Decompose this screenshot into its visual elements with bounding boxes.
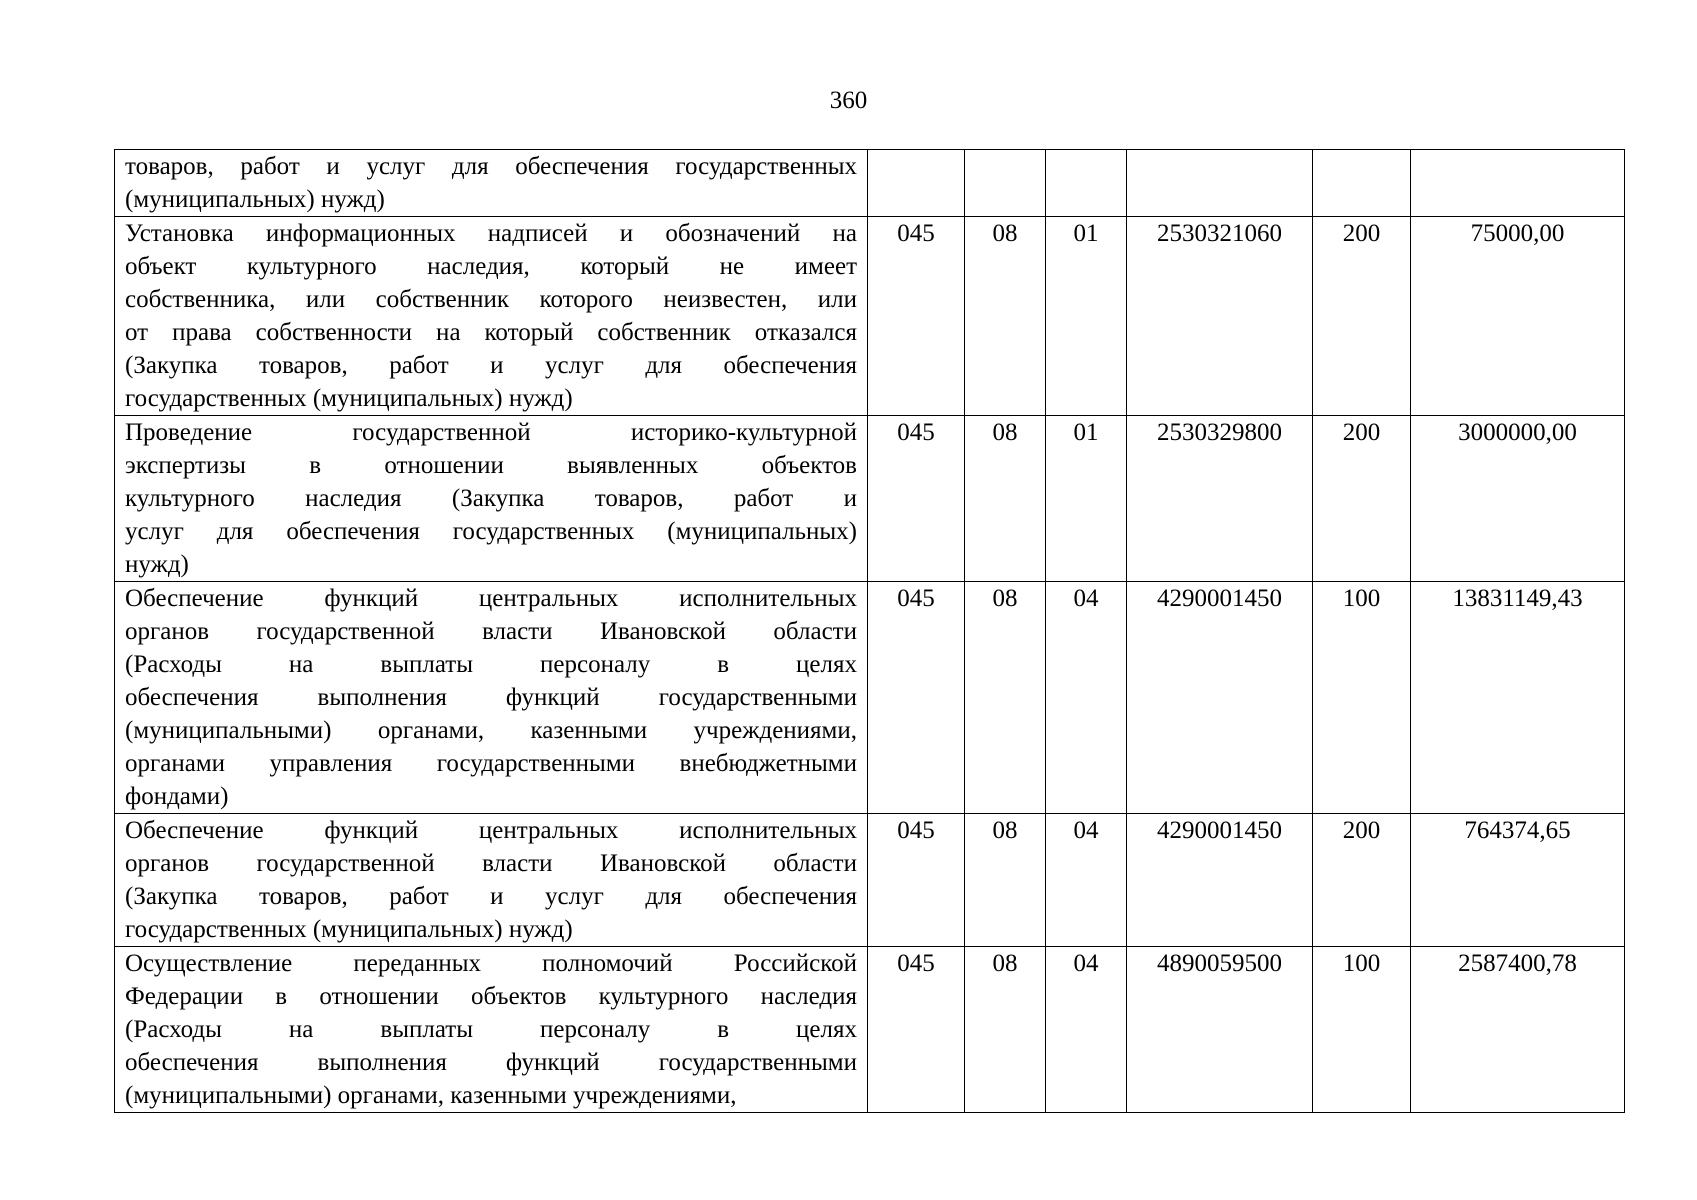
description-line: Обеспечение функций центральных исполнительных	[125, 817, 857, 844]
amount-cell: 3000000,00	[1411, 416, 1625, 582]
description-cell	[115, 814, 868, 947]
section-code-cell: 08	[965, 582, 1046, 814]
expense-type-cell: 100	[1313, 947, 1411, 1113]
description-line: органами управления государственными внебюджетными	[125, 750, 857, 777]
description-cell	[115, 416, 868, 582]
description-line: Осуществление переданных полномочий Российской	[125, 950, 857, 977]
description-line: обеспечения выполнения функций государственными	[125, 1049, 857, 1076]
description-line: органов государственной власти Ивановской области	[125, 618, 857, 645]
description-line: государственных (муниципальных) нужд)	[125, 385, 573, 412]
description-line: (Расходы на выплаты персоналу в целях	[125, 1016, 857, 1043]
description-line: товаров, работ и услуг для обеспечения государственных	[125, 153, 857, 180]
table-row	[115, 814, 1625, 947]
target-article-cell: 2530329800	[1127, 416, 1313, 582]
amount-cell: 13831149,43	[1411, 582, 1625, 814]
description-line: Проведение государственной историко-культурной	[125, 419, 857, 446]
section-code-cell: 08	[965, 416, 1046, 582]
amount-cell: 75000,00	[1411, 217, 1625, 416]
target-article-cell	[1127, 150, 1313, 217]
description-line: собственника, или собственник которого неизвестен, или	[125, 286, 857, 313]
description-line: (Расходы на выплаты персоналу в целях	[125, 651, 857, 678]
description-cell	[115, 582, 868, 814]
description-line: Установка информационных надписей и обозначений на	[125, 220, 857, 247]
description-line: нужд)	[125, 551, 189, 578]
description-line: (муниципальными) органами, казенными учреждениями,	[125, 717, 857, 744]
description-line: (Закупка товаров, работ и услуг для обеспечения	[125, 883, 857, 910]
table-row	[115, 416, 1625, 582]
description-line: государственных (муниципальных) нужд)	[125, 916, 573, 943]
description-line: культурного наследия (Закупка товаров, работ и	[125, 485, 857, 512]
table-row	[115, 150, 1625, 217]
subsection-code-cell: 01	[1046, 416, 1127, 582]
description-line: (муниципальными) органами, казенными учреждениями,	[125, 1082, 737, 1109]
expense-type-cell: 200	[1313, 814, 1411, 947]
target-article-cell: 2530321060	[1127, 217, 1313, 416]
section-code-cell: 08	[965, 947, 1046, 1113]
description-cell	[115, 150, 868, 217]
table-row	[115, 947, 1625, 1113]
section-code-cell: 08	[965, 217, 1046, 416]
description-line: Обеспечение функций центральных исполнительных	[125, 585, 857, 612]
table-row	[115, 217, 1625, 416]
section-code-cell	[965, 150, 1046, 217]
description-cell	[115, 947, 868, 1113]
amount-cell: 2587400,78	[1411, 947, 1625, 1113]
expense-type-cell: 200	[1313, 217, 1411, 416]
ministry-code-cell: 045	[868, 416, 965, 582]
expense-type-cell: 200	[1313, 416, 1411, 582]
description-line: от права собственности на который собственник отказался	[125, 319, 857, 346]
expense-type-cell	[1313, 150, 1411, 217]
ministry-code-cell: 045	[868, 582, 965, 814]
ministry-code-cell: 045	[868, 814, 965, 947]
description-line: услуг для обеспечения государственных (муниципальных)	[125, 518, 857, 545]
description-line: органов государственной власти Ивановской области	[125, 850, 857, 877]
section-code-cell: 08	[965, 814, 1046, 947]
amount-cell	[1411, 150, 1625, 217]
page-number: 360	[829, 87, 868, 114]
description-line: Федерации в отношении объектов культурного наследия	[125, 983, 857, 1010]
description-line: обеспечения выполнения функций государственными	[125, 684, 857, 711]
subsection-code-cell: 01	[1046, 217, 1127, 416]
subsection-code-cell: 04	[1046, 814, 1127, 947]
description-line: объект культурного наследия, который не имеет	[125, 253, 857, 280]
table-body	[115, 150, 1625, 1113]
description-line: (Закупка товаров, работ и услуг для обеспечения	[125, 352, 857, 379]
ministry-code-cell	[868, 150, 965, 217]
table-row	[115, 582, 1625, 814]
subsection-code-cell	[1046, 150, 1127, 217]
subsection-code-cell: 04	[1046, 582, 1127, 814]
budget-table	[114, 149, 1625, 1113]
ministry-code-cell: 045	[868, 947, 965, 1113]
description-line: экспертизы в отношении выявленных объектов	[125, 452, 857, 479]
ministry-code-cell: 045	[868, 217, 965, 416]
target-article-cell: 4290001450	[1127, 814, 1313, 947]
amount-cell: 764374,65	[1411, 814, 1625, 947]
description-line: (муниципальных) нужд)	[125, 186, 385, 213]
subsection-code-cell: 04	[1046, 947, 1127, 1113]
description-cell	[115, 217, 868, 416]
description-line: фондами)	[125, 783, 229, 810]
expense-type-cell: 100	[1313, 582, 1411, 814]
target-article-cell: 4290001450	[1127, 582, 1313, 814]
target-article-cell: 4890059500	[1127, 947, 1313, 1113]
